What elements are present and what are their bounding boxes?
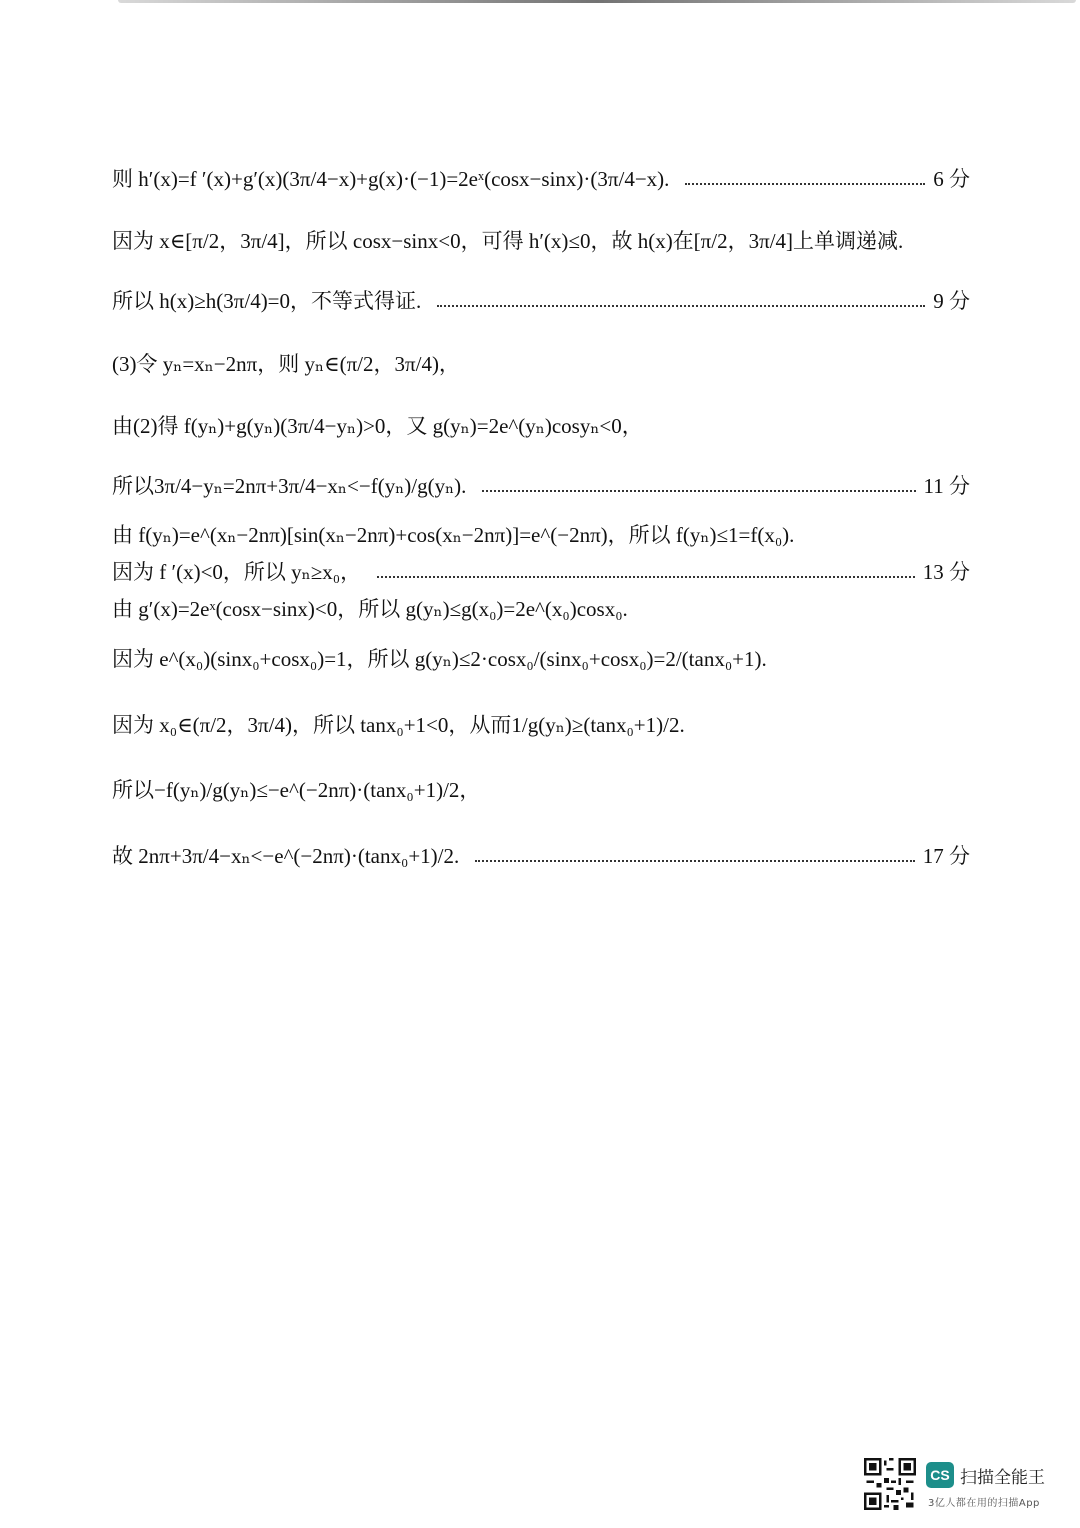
score-label: 6 分 — [933, 167, 970, 191]
brand-tagline: 3亿人都在用的扫描App — [928, 1498, 1040, 1509]
solution-line — [112, 559, 970, 585]
solution-line — [112, 351, 970, 377]
score-label: 17 分 — [922, 844, 970, 868]
line-text: 由 f(yₙ)=e^(xₙ−2nπ)[sin(xₙ−2nπ)+cos(xₙ−2nπ)]=e^(−2nπ)，所以 f(yₙ)≤1=f(x₀). — [112, 523, 795, 547]
line-text: 因为 x₀∈(π/2，3π/4)，所以 tanx₀+1<0，从而1/g(yₙ)≥(tanx₀+1)/2. — [112, 713, 685, 737]
solution-line — [112, 413, 970, 439]
line-text: 则 h′(x)=f ′(x)+g′(x)(3π/4−x)+g(x)·(−1)=2eˣ(cosx−sinx)·(3π/4−x). — [112, 167, 670, 191]
line-text: 故 2nπ+3π/4−xₙ<−e^(−2nπ)·(tanx₀+1)/2. — [112, 844, 460, 868]
dot-leader — [685, 183, 925, 185]
dot-leader — [377, 576, 915, 578]
cs-logo-icon: CS — [926, 1462, 954, 1488]
score-label: 13 分 — [922, 560, 970, 584]
solution-line — [112, 288, 970, 314]
line-text: 所以−f(yₙ)/g(yₙ)≤−e^(−2nπ)·(tanx₀+1)/2， — [112, 778, 481, 802]
line-text: 因为 f ′(x)<0，所以 yₙ≥x₀， — [112, 560, 362, 584]
line-text: 因为 x∈[π/2，3π/4]，所以 cosx−sinx<0，可得 h′(x)≤0，故 h(x)在[π/2，3π/4]上单调递减. — [112, 229, 904, 253]
solution-line — [112, 843, 970, 869]
dot-leader — [482, 490, 915, 492]
solution-line — [112, 228, 970, 254]
solution-line — [112, 473, 970, 499]
line-text: 因为 e^(x₀)(sinx₀+cosx₀)=1，所以 g(yₙ)≤2·cosx₀/(sinx₀+cosx₀)=2/(tanx₀+1). — [112, 647, 767, 671]
qr-code-icon — [864, 1458, 916, 1510]
line-text: (3)令 yₙ=xₙ−2nπ，则 yₙ∈(π/2，3π/4)， — [112, 352, 460, 376]
dot-leader — [475, 860, 915, 862]
solution-line — [112, 596, 970, 622]
line-text: 由 g′(x)=2eˣ(cosx−sinx)<0，所以 g(yₙ)≤g(x₀)=2e^(x₀)cosx₀. — [112, 597, 628, 621]
solution-line — [112, 166, 970, 192]
brand-name: 扫描全能王 — [960, 1468, 1045, 1488]
line-text: 由(2)得 f(yₙ)+g(yₙ)(3π/4−yₙ)>0，又 g(yₙ)=2e^(yₙ)cosyₙ<0， — [112, 414, 643, 438]
solution-line — [112, 522, 970, 548]
solution-line — [112, 777, 970, 803]
dot-leader — [437, 305, 925, 307]
score-label: 9 分 — [933, 289, 970, 313]
scan-edge-shadow — [118, 0, 1076, 3]
line-text: 所以3π/4−yₙ=2nπ+3π/4−xₙ<−f(yₙ)/g(yₙ). — [112, 474, 467, 498]
score-label: 11 分 — [923, 474, 970, 498]
line-text: 所以 h(x)≥h(3π/4)=0，不等式得证. — [112, 289, 422, 313]
solution-line — [112, 712, 970, 738]
solution-line — [112, 646, 970, 672]
